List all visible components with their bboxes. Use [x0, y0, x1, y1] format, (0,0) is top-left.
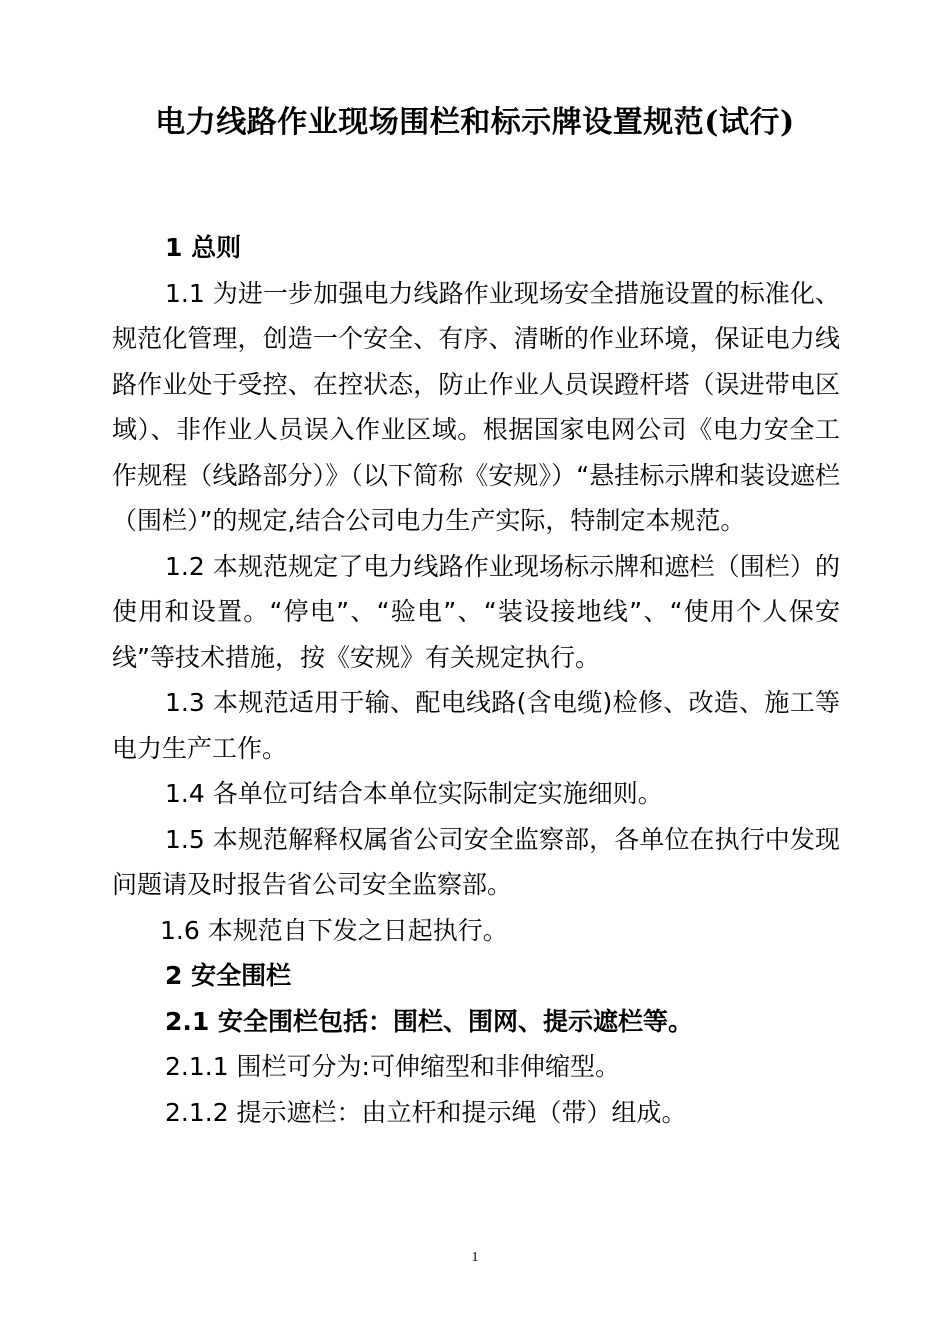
- section-heading-general: 1 总则: [165, 233, 242, 262]
- paragraph-1-2: 1.2 本规范规定了电力线路作业现场标示牌和遮栏（围栏）的使用和设置。“停电”、“验电”、“装设接地线”、“使用个人保安线”等技术措施，按《安规》有关规定执行。: [112, 551, 840, 672]
- section-heading-safety-fence: 2 安全围栏: [165, 961, 292, 990]
- paragraph-1-6: 1.6 本规范自下发之日起执行。: [160, 915, 508, 945]
- paragraph-1-3: 1.3 本规范适用于输、配电线路(含电缆)检修、改造、施工等电力生产工作。: [112, 688, 840, 763]
- paragraph-1-4: 1.4 各单位可结合本单位实际制定实施细则。: [165, 779, 663, 808]
- paragraph-1-5: 1.5 本规范解释权属省公司安全监察部，各单位在执行中发现问题请及时报告省公司安全监察部。: [112, 824, 840, 899]
- paragraph-2-1-2: 2.1.2 提示遮栏：由立杆和提示绳（带）组成。: [165, 1097, 687, 1127]
- document-body: [112, 225, 840, 1135]
- paragraph-2-1-1: 2.1.1 围栏可分为:可伸缩型和非伸缩型。: [165, 1052, 620, 1081]
- paragraph-1-1: 1.1 为进一步加强电力线路作业现场安全措施设置的标准化、规范化管理，创造一个安全、有序、清晰的作业环境，保证电力线路作业处于受控、在控状态，防止作业人员误蹬杆塔（误进带电区域）、非作业人员误入作业区域。根据国家电网公司《电力安全工作规程（线路部分）》（以下简称《安规》）“悬挂标示牌和装设遮栏（围栏）”的规定,结合公司电力生产实际，特制定本规范。: [112, 278, 840, 535]
- page-number: 1: [471, 1250, 479, 1265]
- paragraph-2-1: 2.1 安全围栏包括：围栏、围网、提示遮栏等。: [165, 1006, 693, 1036]
- document-title: 电力线路作业现场围栏和标示牌设置规范(试行): [155, 105, 795, 140]
